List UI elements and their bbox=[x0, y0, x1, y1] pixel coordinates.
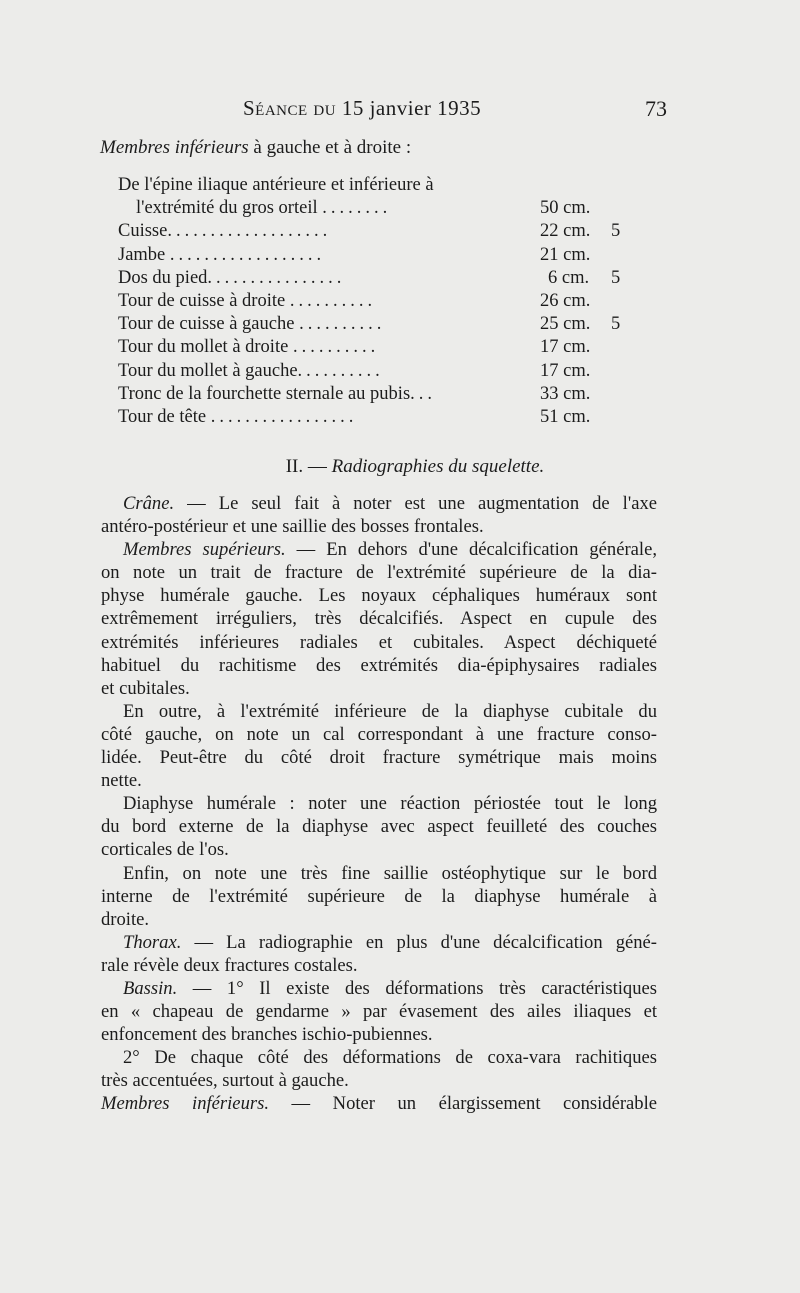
measurement-label-text: l'extrémité du gros orteil bbox=[136, 198, 318, 219]
intro-rest: à gauche et à droite : bbox=[253, 137, 412, 158]
measurement-label-text: Tour du mollet à gauche bbox=[118, 360, 298, 381]
text-line: et cubitales. bbox=[101, 677, 190, 699]
measurement-label: Tour de tête ................. bbox=[118, 406, 358, 427]
measurements-intro bbox=[100, 137, 656, 159]
header-title-prefix: Séance du bbox=[243, 96, 337, 120]
measurement-row bbox=[118, 267, 638, 290]
running-header bbox=[0, 96, 800, 126]
measurement-label-text: Tour de cuisse à gauche bbox=[118, 314, 295, 335]
text-line: nette. bbox=[101, 770, 142, 792]
text-line-content: — Le seul fait à noter est une augmentation de l'axe bbox=[187, 493, 657, 514]
text-line: extrêmement irréguliers, très décalcifiés. Aspect en cupule des bbox=[101, 608, 657, 630]
text-line: En outre, à l'extrémité inférieure de la diaphyse cubitale du bbox=[123, 700, 657, 722]
measurement-fraction: 5 bbox=[611, 221, 621, 242]
paragraph-heading-membres-superieurs: Membres supérieurs. bbox=[123, 539, 286, 561]
text-line: très accentuées, surtout à gauche. bbox=[101, 1070, 349, 1092]
measurement-value: 25 cm. bbox=[540, 314, 591, 335]
intro-italic: Membres inférieurs bbox=[100, 137, 249, 158]
measurement-row bbox=[118, 383, 638, 406]
measurement-value: 21 cm. bbox=[540, 244, 591, 265]
text-line-content: — La radiographie en plus d'une décalcification géné- bbox=[194, 931, 657, 953]
measurement-label-text: Tour du mollet à droite bbox=[118, 337, 289, 358]
section-title: Radiographies du squelette. bbox=[331, 456, 545, 477]
measurement-value: 33 cm. bbox=[540, 383, 591, 404]
measurement-label: Cuisse................... bbox=[118, 221, 332, 242]
measurement-value: 50 cm. bbox=[540, 198, 591, 219]
measurements-table bbox=[118, 174, 638, 429]
measurement-label: De l'épine iliaque antérieure et inférieure à bbox=[118, 175, 434, 195]
measurement-row bbox=[118, 313, 638, 336]
measurement-row bbox=[118, 406, 638, 429]
measurement-label: Tour de cuisse à gauche .......... bbox=[118, 314, 386, 335]
text-line: habituel du rachitisme des extrémités dia-épiphysaires radiales bbox=[101, 654, 657, 676]
text-line: 2° De chaque côté des déformations de coxa-vara rachitiques bbox=[123, 1047, 657, 1069]
text-line-content: — 1° Il existe des déformations très caractéristiques bbox=[192, 977, 657, 999]
measurement-value: 26 cm. bbox=[540, 290, 591, 311]
measurement-label: l'extrémité du gros orteil ........ bbox=[136, 198, 392, 219]
text-line: antéro-postérieur et une saillie des bosses frontales. bbox=[101, 516, 484, 538]
measurement-value: 51 cm. bbox=[540, 406, 591, 427]
text-line: Diaphyse humérale : noter une réaction périostée tout le long bbox=[123, 793, 657, 815]
body-text bbox=[101, 492, 657, 1116]
header-title bbox=[243, 96, 481, 121]
text-line: en « chapeau de gendarme » par évasement des ailes iliaques et bbox=[101, 1001, 657, 1023]
measurement-label: Jambe .................. bbox=[118, 244, 326, 265]
measurement-label: Dos du pied................ bbox=[118, 267, 346, 288]
text-line bbox=[101, 931, 657, 954]
measurement-label: Tour du mollet à droite .......... bbox=[118, 337, 380, 358]
measurement-row bbox=[118, 220, 638, 243]
measurement-label-text: Jambe bbox=[118, 244, 166, 265]
text-line bbox=[101, 492, 657, 515]
text-line bbox=[101, 1092, 657, 1115]
text-line: côté gauche, on note un cal correspondant à une fracture conso- bbox=[101, 723, 657, 745]
section-number: II. — bbox=[285, 456, 327, 477]
text-line-content: — En dehors d'une décalcification générale, bbox=[296, 539, 657, 561]
measurement-label: Tour de cuisse à droite .......... bbox=[118, 290, 377, 311]
text-line: extrémités inférieures radiales et cubitales. Aspect déchiqueté bbox=[101, 631, 657, 653]
measurement-label-text: Tour de cuisse à droite bbox=[118, 290, 286, 311]
text-line: on note un trait de fracture de l'extrémité supérieure de la dia- bbox=[101, 562, 657, 584]
text-line: interne de l'extrémité supérieure de la diaphyse humérale à bbox=[101, 885, 657, 907]
measurement-value: 22 cm. bbox=[540, 221, 591, 242]
measurement-row bbox=[118, 197, 638, 220]
text-line: droite. bbox=[101, 908, 150, 930]
measurement-fraction: 5 bbox=[611, 314, 621, 335]
text-line: Enfin, on note une très fine saillie ostéophytique sur le bord bbox=[123, 862, 657, 884]
measurement-label-text: Tronc de la fourchette sternale au pubis bbox=[118, 383, 411, 404]
text-line: lidée. Peut-être du côté droit fracture symétrique mais moins bbox=[101, 747, 657, 769]
measurement-label-text: Dos du pied bbox=[118, 267, 208, 288]
page-number: 73 bbox=[645, 96, 667, 121]
text-line: enfoncement des branches ischio-pubiennes. bbox=[101, 1024, 433, 1046]
paragraph-heading-bassin: Bassin. bbox=[123, 977, 178, 999]
section-heading bbox=[0, 456, 800, 478]
measurement-label: Tronc de la fourchette sternale au pubis... bbox=[118, 383, 437, 404]
paragraph-heading-membres-inferieurs: Membres inférieurs. bbox=[101, 1093, 269, 1115]
measurement-value: 17 cm. bbox=[540, 360, 591, 381]
measurement-label-text: Tour de tête bbox=[118, 406, 207, 427]
text-line: rale révèle deux fractures costales. bbox=[101, 954, 358, 976]
measurement-row bbox=[118, 244, 638, 267]
measurement-value: 17 cm. bbox=[540, 337, 591, 358]
measurement-row bbox=[118, 360, 638, 383]
measurement-row bbox=[118, 290, 638, 313]
text-line: physe humérale gauche. Les noyaux céphaliques huméraux sont bbox=[101, 585, 657, 607]
text-line bbox=[101, 538, 657, 561]
measurement-value: 6 cm. bbox=[548, 267, 590, 288]
text-line-content: — Noter un élargissement considérable bbox=[291, 1093, 657, 1115]
text-line: du bord externe de la diaphyse avec aspect feuilleté des couches bbox=[101, 816, 657, 838]
measurement-label-text: Cuisse bbox=[118, 221, 168, 242]
measurement-row bbox=[118, 174, 638, 197]
text-line bbox=[101, 977, 657, 1000]
measurement-label: Tour du mollet à gauche.......... bbox=[118, 360, 384, 381]
header-title-date: 15 janvier 1935 bbox=[341, 96, 482, 120]
paragraph-heading-thorax: Thorax. bbox=[123, 931, 182, 953]
measurement-fraction: 5 bbox=[611, 267, 621, 288]
text-line: corticales de l'os. bbox=[101, 839, 229, 861]
measurement-row bbox=[118, 336, 638, 359]
paragraph-heading-crane: Crâne. bbox=[123, 493, 175, 514]
